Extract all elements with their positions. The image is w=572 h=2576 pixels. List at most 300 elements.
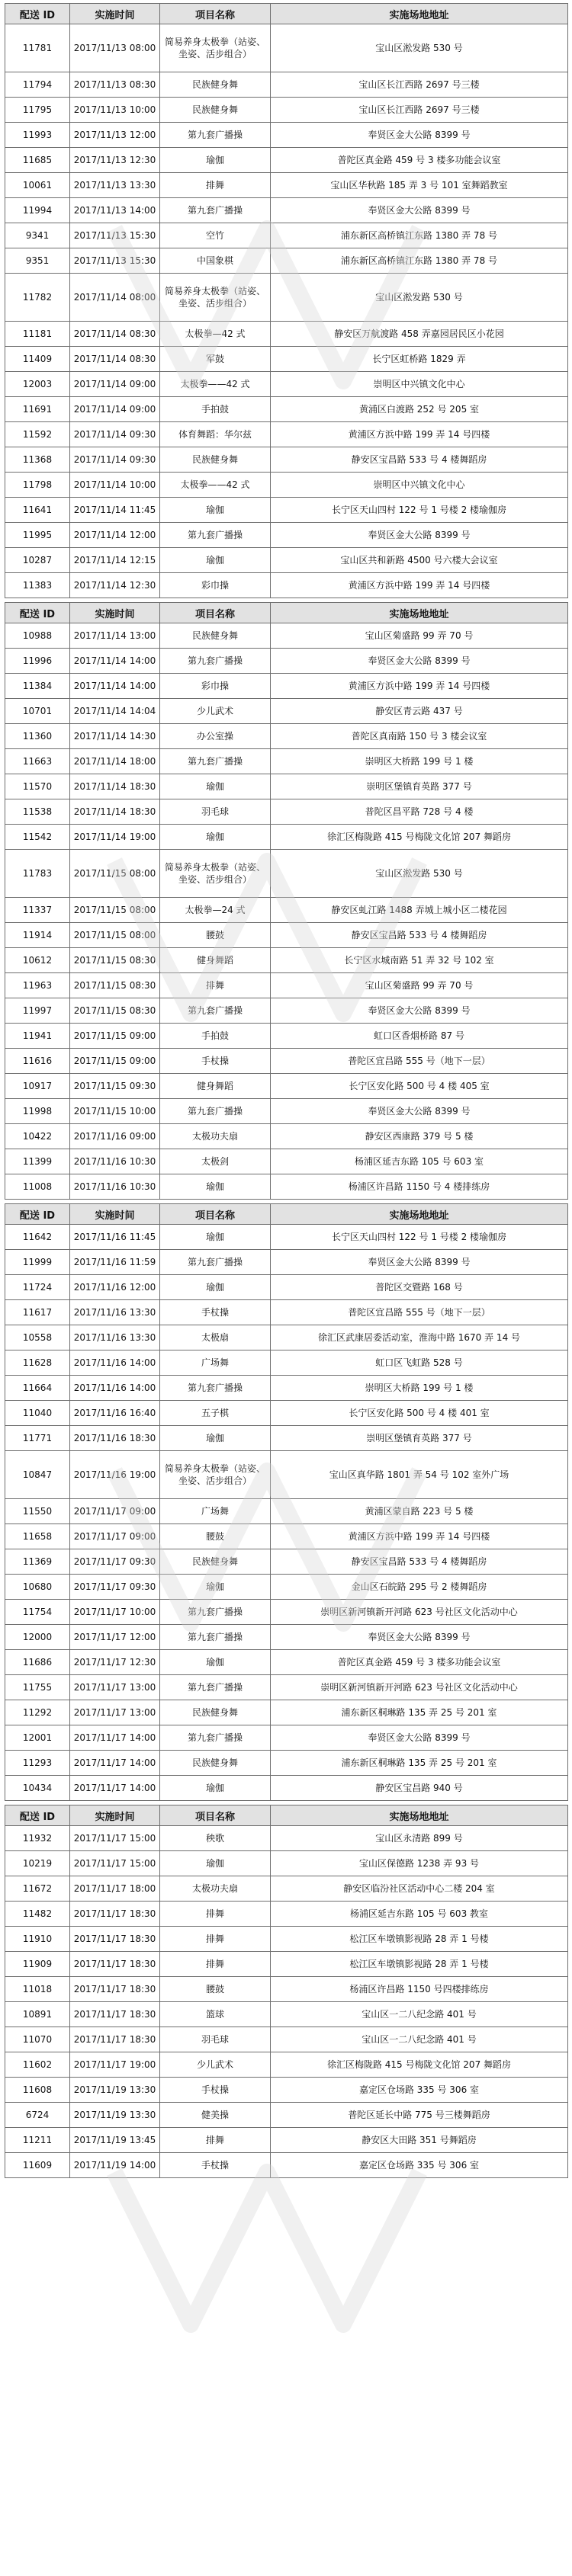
table-row (5, 24, 568, 72)
table-row (5, 1376, 568, 1401)
cell-id: 11616 (5, 1049, 70, 1074)
cell-address: 静安区虬江路 1488 弄城上城小区二楼花园 (271, 898, 568, 923)
table-row (5, 1549, 568, 1575)
cell-id: 10422 (5, 1124, 70, 1149)
cell-time: 2017/11/15 08:00 (70, 850, 160, 898)
cell-name: 瑜伽 (160, 825, 271, 850)
cell-address: 宝山区淞发路 530 号 (271, 850, 568, 898)
header-address: 实施场地地址 (271, 1204, 568, 1225)
table-row (5, 1099, 568, 1124)
cell-address: 奉贤区金大公路 8399 号 (271, 1625, 568, 1650)
cell-name: 手杖操 (160, 2153, 271, 2178)
cell-id: 10701 (5, 699, 70, 724)
cell-id: 12000 (5, 1625, 70, 1650)
cell-id: 11663 (5, 749, 70, 774)
cell-id: 11994 (5, 198, 70, 223)
cell-time: 2017/11/14 14:04 (70, 699, 160, 724)
cell-time: 2017/11/17 09:00 (70, 1524, 160, 1549)
table-row (5, 1851, 568, 1876)
cell-address: 徐汇区武康居委活动室，淮海中路 1670 弄 14 号 (271, 1325, 568, 1350)
table-row (5, 1675, 568, 1700)
table-row (5, 1725, 568, 1751)
schedule-table (5, 1203, 568, 1801)
cell-id: 11963 (5, 973, 70, 998)
cell-name: 太极拳——42 式 (160, 473, 271, 498)
table-row (5, 1927, 568, 1952)
cell-name: 民族健身舞 (160, 1751, 271, 1776)
table-header (5, 4, 568, 24)
cell-address: 崇明区中兴镇文化中心 (271, 473, 568, 498)
cell-name: 第九套广播操 (160, 1099, 271, 1124)
cell-time: 2017/11/17 18:30 (70, 2027, 160, 2052)
cell-name: 彩巾操 (160, 573, 271, 598)
cell-id: 11794 (5, 72, 70, 98)
table-row (5, 1499, 568, 1524)
cell-name: 瑜伽 (160, 1426, 271, 1451)
cell-address: 杨浦区许昌路 1150 号四楼排练房 (271, 1977, 568, 2002)
cell-id: 11642 (5, 1225, 70, 1250)
cell-address: 黄浦区方浜中路 199 弄 14 号四楼 (271, 1524, 568, 1549)
cell-address: 静安区万航渡路 458 弄嘉园居民区小花园 (271, 322, 568, 347)
cell-name: 瑜伽 (160, 498, 271, 523)
cell-name: 少儿武术 (160, 2052, 271, 2078)
cell-time: 2017/11/16 13:30 (70, 1300, 160, 1325)
cell-address: 宝山区真华路 1801 弄 54 号 102 室外广场 (271, 1451, 568, 1499)
table-row (5, 523, 568, 548)
table-row (5, 2052, 568, 2078)
cell-id: 11724 (5, 1275, 70, 1300)
cell-time: 2017/11/13 08:00 (70, 24, 160, 72)
cell-id: 11781 (5, 24, 70, 72)
table-row (5, 1401, 568, 1426)
cell-id: 11018 (5, 1977, 70, 2002)
cell-name: 民族健身舞 (160, 623, 271, 649)
table-row (5, 322, 568, 347)
header-time: 实施时间 (70, 1805, 160, 1826)
cell-time: 2017/11/17 14:00 (70, 1776, 160, 1801)
header-id: 配送 ID (5, 603, 70, 623)
cell-name: 瑜伽 (160, 1776, 271, 1801)
table-row (5, 674, 568, 699)
header-name: 项目名称 (160, 4, 271, 24)
table-row (5, 198, 568, 223)
cell-time: 2017/11/14 12:15 (70, 548, 160, 573)
table-row (5, 1275, 568, 1300)
cell-time: 2017/11/13 10:00 (70, 98, 160, 123)
cell-time: 2017/11/16 10:30 (70, 1149, 160, 1174)
cell-time: 2017/11/13 12:00 (70, 123, 160, 148)
cell-id: 12003 (5, 372, 70, 397)
cell-address: 杨浦区延吉东路 105 号 603 室 (271, 1149, 568, 1174)
cell-time: 2017/11/16 12:00 (70, 1275, 160, 1300)
cell-id: 11337 (5, 898, 70, 923)
cell-name: 简易养身太极拳（站姿、坐姿、活步组合） (160, 24, 271, 72)
cell-time: 2017/11/17 18:00 (70, 1876, 160, 1902)
cell-name: 排舞 (160, 173, 271, 198)
header-row (5, 603, 568, 623)
header-id: 配送 ID (5, 4, 70, 24)
cell-address: 静安区西康路 379 号 5 楼 (271, 1124, 568, 1149)
cell-name: 民族健身舞 (160, 1549, 271, 1575)
cell-address: 松江区车墩镇影视路 28 弄 1 号楼 (271, 1952, 568, 1977)
cell-address: 黄浦区方浜中路 199 弄 14 号四楼 (271, 422, 568, 447)
cell-name: 瑜伽 (160, 1650, 271, 1675)
cell-id: 11997 (5, 998, 70, 1024)
table-row (5, 2153, 568, 2178)
cell-address: 虹口区飞虹路 528 号 (271, 1350, 568, 1376)
cell-address: 奉贤区金大公路 8399 号 (271, 998, 568, 1024)
cell-id: 10988 (5, 623, 70, 649)
cell-time: 2017/11/17 19:00 (70, 2052, 160, 2078)
cell-id: 10847 (5, 1451, 70, 1499)
cell-time: 2017/11/14 09:00 (70, 372, 160, 397)
cell-id: 11641 (5, 498, 70, 523)
cell-id: 11292 (5, 1700, 70, 1725)
table-row (5, 347, 568, 372)
cell-address: 宝山区长江西路 2697 号三楼 (271, 72, 568, 98)
table-body (5, 1826, 568, 2178)
cell-id: 11999 (5, 1250, 70, 1275)
cell-id: 11360 (5, 724, 70, 749)
cell-time: 2017/11/17 15:00 (70, 1851, 160, 1876)
cell-time: 2017/11/14 14:30 (70, 724, 160, 749)
table-row (5, 1074, 568, 1099)
cell-name: 第九套广播操 (160, 998, 271, 1024)
cell-id: 10434 (5, 1776, 70, 1801)
cell-time: 2017/11/17 14:00 (70, 1751, 160, 1776)
cell-time: 2017/11/14 09:30 (70, 422, 160, 447)
cell-address: 黄浦区方浜中路 199 弄 14 号四楼 (271, 674, 568, 699)
cell-name: 第九套广播操 (160, 523, 271, 548)
cell-address: 普陀区宜昌路 555 号（地下一层） (271, 1300, 568, 1325)
cell-id: 11910 (5, 1927, 70, 1952)
cell-name: 瑜伽 (160, 1174, 271, 1200)
table-row (5, 1300, 568, 1325)
cell-id: 10558 (5, 1325, 70, 1350)
cell-name: 空竹 (160, 223, 271, 248)
cell-name: 第九套广播操 (160, 1376, 271, 1401)
cell-id: 11941 (5, 1024, 70, 1049)
table-row (5, 248, 568, 274)
cell-address: 松江区车墩镇影视路 28 弄 1 号楼 (271, 1927, 568, 1952)
cell-name: 羽毛球 (160, 2027, 271, 2052)
cell-id: 10680 (5, 1575, 70, 1600)
cell-address: 宝山区淞发路 530 号 (271, 274, 568, 322)
table-row (5, 2128, 568, 2153)
cell-name: 第九套广播操 (160, 649, 271, 674)
cell-address: 长宁区天山四村 122 号 1 号楼 2 楼瑜伽房 (271, 1225, 568, 1250)
cell-name: 腰鼓 (160, 1977, 271, 2002)
header-time: 实施时间 (70, 1204, 160, 1225)
cell-time: 2017/11/17 14:00 (70, 1725, 160, 1751)
cell-address: 宝山区共和新路 4500 号六楼大会议室 (271, 548, 568, 573)
cell-time: 2017/11/14 12:00 (70, 523, 160, 548)
cell-time: 2017/11/16 09:00 (70, 1124, 160, 1149)
cell-time: 2017/11/13 08:30 (70, 72, 160, 98)
table-row (5, 973, 568, 998)
cell-id: 11609 (5, 2153, 70, 2178)
cell-name: 健身舞蹈 (160, 1074, 271, 1099)
cell-id: 11914 (5, 923, 70, 948)
cell-name: 篮球 (160, 2002, 271, 2027)
cell-address: 奉贤区金大公路 8399 号 (271, 1250, 568, 1275)
cell-id: 11685 (5, 148, 70, 173)
cell-time: 2017/11/14 10:00 (70, 473, 160, 498)
table-row (5, 850, 568, 898)
cell-id: 11399 (5, 1149, 70, 1174)
cell-time: 2017/11/15 10:00 (70, 1099, 160, 1124)
table-row (5, 573, 568, 598)
cell-id: 11771 (5, 1426, 70, 1451)
cell-name: 办公室操 (160, 724, 271, 749)
table-row (5, 2078, 568, 2103)
cell-address: 崇明区大桥路 199 号 1 楼 (271, 749, 568, 774)
cell-id: 11993 (5, 123, 70, 148)
cell-id: 11686 (5, 1650, 70, 1675)
table-row (5, 1426, 568, 1451)
cell-id: 10917 (5, 1074, 70, 1099)
cell-name: 瑜伽 (160, 774, 271, 799)
cell-address: 静安区青云路 437 号 (271, 699, 568, 724)
cell-address: 崇明区新河镇新开河路 623 号社区文化活动中心 (271, 1600, 568, 1625)
table-row (5, 72, 568, 98)
table-row (5, 825, 568, 850)
table-row (5, 1149, 568, 1174)
cell-time: 2017/11/17 12:00 (70, 1625, 160, 1650)
table-row (5, 1049, 568, 1074)
cell-name: 排舞 (160, 1952, 271, 1977)
cell-id: 11658 (5, 1524, 70, 1549)
header-row (5, 1805, 568, 1826)
cell-time: 2017/11/13 14:00 (70, 198, 160, 223)
table-row (5, 1625, 568, 1650)
cell-name: 第九套广播操 (160, 123, 271, 148)
cell-time: 2017/11/16 10:30 (70, 1174, 160, 1200)
cell-name: 手拍鼓 (160, 1024, 271, 1049)
cell-name: 太极拳—24 式 (160, 898, 271, 923)
cell-time: 2017/11/17 09:00 (70, 1499, 160, 1524)
cell-time: 2017/11/15 09:00 (70, 1049, 160, 1074)
cell-name: 腰鼓 (160, 923, 271, 948)
cell-time: 2017/11/13 13:30 (70, 173, 160, 198)
cell-id: 11368 (5, 447, 70, 473)
cell-name: 民族健身舞 (160, 72, 271, 98)
table-row (5, 1700, 568, 1725)
schedule-table (5, 1805, 568, 2178)
cell-address: 宝山区永清路 899 号 (271, 1826, 568, 1851)
table-row (5, 274, 568, 322)
cell-name: 太极扇 (160, 1325, 271, 1350)
cell-time: 2017/11/17 18:30 (70, 1902, 160, 1927)
cell-name: 排舞 (160, 1927, 271, 1952)
table-row (5, 1575, 568, 1600)
cell-time: 2017/11/17 18:30 (70, 1977, 160, 2002)
cell-time: 2017/11/14 09:30 (70, 447, 160, 473)
cell-name: 五子棋 (160, 1401, 271, 1426)
cell-name: 手拍鼓 (160, 397, 271, 422)
cell-address: 静安区宝昌路 533 号 4 楼舞蹈房 (271, 923, 568, 948)
cell-id: 11798 (5, 473, 70, 498)
cell-time: 2017/11/19 13:30 (70, 2103, 160, 2128)
cell-name: 健身舞蹈 (160, 948, 271, 973)
table-row (5, 724, 568, 749)
cell-id: 10061 (5, 173, 70, 198)
table-row (5, 649, 568, 674)
cell-name: 太极功夫扇 (160, 1876, 271, 1902)
cell-time: 2017/11/15 09:00 (70, 1024, 160, 1049)
table-row (5, 2103, 568, 2128)
table-header (5, 1204, 568, 1225)
cell-id: 11996 (5, 649, 70, 674)
header-name: 项目名称 (160, 1805, 271, 1826)
cell-time: 2017/11/15 08:30 (70, 973, 160, 998)
cell-id: 11628 (5, 1350, 70, 1376)
cell-address: 普陀区延长中路 775 号三楼舞蹈房 (271, 2103, 568, 2128)
cell-id: 11783 (5, 850, 70, 898)
cell-address: 浦东新区高桥镇江东路 1380 弄 78 号 (271, 248, 568, 274)
cell-name: 排舞 (160, 2128, 271, 2153)
cell-time: 2017/11/16 11:59 (70, 1250, 160, 1275)
cell-time: 2017/11/17 09:30 (70, 1575, 160, 1600)
cell-name: 瑜伽 (160, 1575, 271, 1600)
cell-name: 腰鼓 (160, 1524, 271, 1549)
cell-name: 排舞 (160, 973, 271, 998)
table-row (5, 397, 568, 422)
table-row (5, 1952, 568, 1977)
cell-id: 11570 (5, 774, 70, 799)
table-row (5, 948, 568, 973)
cell-name: 羽毛球 (160, 799, 271, 825)
schedule-document (5, 3, 567, 2182)
cell-name: 太极功夫扇 (160, 1124, 271, 1149)
cell-id: 10612 (5, 948, 70, 973)
table-row (5, 498, 568, 523)
cell-name: 太极拳——42 式 (160, 372, 271, 397)
table-row (5, 998, 568, 1024)
cell-time: 2017/11/14 18:30 (70, 799, 160, 825)
cell-name: 广场舞 (160, 1350, 271, 1376)
table-row (5, 2002, 568, 2027)
cell-name: 第九套广播操 (160, 1675, 271, 1700)
cell-time: 2017/11/14 18:30 (70, 774, 160, 799)
table-body (5, 24, 568, 598)
cell-id: 11538 (5, 799, 70, 825)
cell-id: 9341 (5, 223, 70, 248)
table-row (5, 422, 568, 447)
cell-id: 11542 (5, 825, 70, 850)
cell-time: 2017/11/15 08:30 (70, 948, 160, 973)
cell-address: 宝山区长江西路 2697 号三楼 (271, 98, 568, 123)
table-row (5, 799, 568, 825)
cell-time: 2017/11/17 13:00 (70, 1700, 160, 1725)
cell-id: 11181 (5, 322, 70, 347)
cell-address: 宝山区菊盛路 99 弄 70 号 (271, 973, 568, 998)
table-row (5, 1600, 568, 1625)
cell-name: 太极剑 (160, 1149, 271, 1174)
cell-address: 宝山区菊盛路 99 弄 70 号 (271, 623, 568, 649)
cell-address: 静安区临汾社区活动中心二楼 204 室 (271, 1876, 568, 1902)
cell-id: 11602 (5, 2052, 70, 2078)
cell-address: 宝山区保德路 1238 弄 93 号 (271, 1851, 568, 1876)
cell-address: 长宁区水城南路 51 弄 32 号 102 室 (271, 948, 568, 973)
cell-time: 2017/11/14 12:30 (70, 573, 160, 598)
cell-time: 2017/11/15 08:30 (70, 998, 160, 1024)
cell-time: 2017/11/15 08:00 (70, 898, 160, 923)
cell-time: 2017/11/13 15:30 (70, 223, 160, 248)
table-row (5, 1650, 568, 1675)
table-row (5, 1250, 568, 1275)
cell-id: 11755 (5, 1675, 70, 1700)
cell-name: 第九套广播操 (160, 1725, 271, 1751)
table-header (5, 1805, 568, 1826)
cell-time: 2017/11/17 09:30 (70, 1549, 160, 1575)
cell-name: 手杖操 (160, 2078, 271, 2103)
cell-address: 黄浦区蒙自路 223 号 5 楼 (271, 1499, 568, 1524)
cell-address: 浦东新区桐琳路 135 弄 25 号 201 室 (271, 1751, 568, 1776)
cell-time: 2017/11/16 13:30 (70, 1325, 160, 1350)
cell-address: 崇明区堡镇育英路 377 号 (271, 1426, 568, 1451)
cell-name: 简易养身太极拳（站姿、坐姿、活步组合） (160, 274, 271, 322)
cell-time: 2017/11/16 14:00 (70, 1350, 160, 1376)
cell-id: 11384 (5, 674, 70, 699)
header-address: 实施场地地址 (271, 603, 568, 623)
cell-address: 静安区大田路 351 号舞蹈房 (271, 2128, 568, 2153)
cell-address: 宝山区华秋路 185 弄 3 号 101 室舞蹈教室 (271, 173, 568, 198)
cell-name: 第九套广播操 (160, 198, 271, 223)
cell-address: 静安区宝昌路 940 号 (271, 1776, 568, 1801)
header-id: 配送 ID (5, 1805, 70, 1826)
table-row (5, 98, 568, 123)
cell-name: 排舞 (160, 1902, 271, 1927)
cell-name: 手杖操 (160, 1300, 271, 1325)
cell-id: 11672 (5, 1876, 70, 1902)
cell-name: 军鼓 (160, 347, 271, 372)
cell-name: 民族健身舞 (160, 98, 271, 123)
table-row (5, 1524, 568, 1549)
cell-name: 太极拳—42 式 (160, 322, 271, 347)
cell-time: 2017/11/16 11:45 (70, 1225, 160, 1250)
table-row (5, 1977, 568, 2002)
table-row (5, 123, 568, 148)
cell-time: 2017/11/14 11:45 (70, 498, 160, 523)
cell-address: 嘉定区仓场路 335 号 306 室 (271, 2153, 568, 2178)
cell-id: 11998 (5, 1099, 70, 1124)
cell-address: 长宁区虹桥路 1829 弄 (271, 347, 568, 372)
cell-address: 虹口区香烟桥路 87 号 (271, 1024, 568, 1049)
table-row (5, 1826, 568, 1851)
cell-time: 2017/11/17 13:00 (70, 1675, 160, 1700)
table-row (5, 1876, 568, 1902)
cell-address: 崇明区新河镇新开河路 623 号社区文化活动中心 (271, 1675, 568, 1700)
cell-name: 瑜伽 (160, 1851, 271, 1876)
cell-time: 2017/11/17 10:00 (70, 1600, 160, 1625)
cell-name: 中国象棋 (160, 248, 271, 274)
cell-name: 瑜伽 (160, 1275, 271, 1300)
cell-address: 奉贤区金大公路 8399 号 (271, 198, 568, 223)
cell-time: 2017/11/16 18:30 (70, 1426, 160, 1451)
header-name: 项目名称 (160, 1204, 271, 1225)
header-address: 实施场地地址 (271, 4, 568, 24)
cell-address: 黄浦区方浜中路 199 弄 14 号四楼 (271, 573, 568, 598)
cell-address: 静安区宝昌路 533 号 4 楼舞蹈房 (271, 1549, 568, 1575)
cell-name: 瑜伽 (160, 1225, 271, 1250)
header-row (5, 1204, 568, 1225)
cell-id: 9351 (5, 248, 70, 274)
table-row (5, 548, 568, 573)
table-row (5, 372, 568, 397)
table-row (5, 473, 568, 498)
cell-id: 11932 (5, 1826, 70, 1851)
